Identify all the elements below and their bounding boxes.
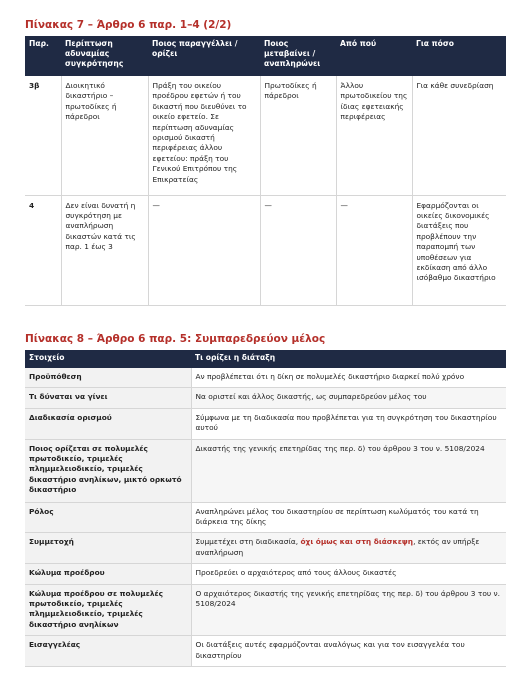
- table-cell: Δεν είναι δυνατή η συγκρότηση με αναπλήρωση δικαστών κατά τις παρ. 1 έως 3: [61, 195, 148, 305]
- table-cell: —: [336, 195, 412, 305]
- col-header-par: Παρ.: [25, 36, 61, 76]
- value-text: Συμμετέχει στη διαδικασία,: [195, 537, 301, 547]
- table-row: [25, 584, 506, 636]
- table7: [25, 36, 506, 306]
- col-header-case: Περίπτωση αδυναμίας συγκρότησης: [61, 36, 148, 76]
- col-header-from: Από πού: [336, 36, 412, 76]
- row-value: Σύμφωνα με τη διαδικασία που προβλέπεται για τη συγκρότηση του δικαστηρίου αυτού: [191, 408, 506, 439]
- row-label: Ρόλος: [25, 502, 191, 533]
- table-cell: Πρωτοδίκες ή πάρεδροι: [260, 76, 336, 195]
- row-value: Να οριστεί και άλλος δικαστής, ως συμπαρεδρεύον μέλος του: [191, 388, 506, 408]
- row-value: Δικαστής της γενικής επετηρίδας της περ. δ) του άρθρου 3 του ν. 5108/2024: [191, 439, 506, 502]
- table-row: [25, 439, 506, 502]
- table-row: [25, 76, 506, 195]
- col-header-who-orders: Ποιος παραγγέλλει / ορίζει: [148, 36, 260, 76]
- table-row: [25, 408, 506, 439]
- row-label: Ποιος ορίζεται σε πολυμελές πρωτοδικείο, τριμελές πλημμελειοδικείο, τριμελές δικαστήριο ανηλίκων, μικτό ορκωτό δικαστήριο: [25, 439, 191, 502]
- col-header-element: Στοιχείο: [25, 350, 191, 368]
- row-value: Οι διατάξεις αυτές εφαρμόζονται αναλόγως και για τον εισαγγελέα του δικαστηρίου: [191, 636, 506, 667]
- value-emphasis: όχι όμως και στη διάσκεψη: [300, 537, 414, 547]
- table8-title: Πίνακας 8 – Άρθρο 6 παρ. 5: Συμπαρεδρεύον μέλος: [25, 333, 326, 345]
- value-text: , εκτός αν υπήρξε αναπλήρωση: [195, 537, 480, 557]
- row-label: Τι δύναται να γίνει: [25, 388, 191, 408]
- row-value: Αν προβλέπεται ότι η δίκη σε πολυμελές δικαστήριο διαρκεί πολύ χρόνο: [191, 368, 506, 388]
- table-cell: —: [260, 195, 336, 305]
- table-cell: —: [148, 195, 260, 305]
- table-row: [25, 388, 506, 408]
- table-cell: Πράξη του οικείου προέδρου εφετών ή του δικαστή που διευθύνει το οικείο εφετείο. Σε περίπτωση αδυναμίας ορισμού δικαστή περιφέρειας άλλου εφετείου: πράξη του Γενικού Επιτρόπου της Επικρατείας: [148, 76, 260, 195]
- row-label: Κώλυμα προέδρου σε πολυμελές πρωτοδικείο, τριμελές πλημμελειοδικείο, τριμελές δικαστήριο ανηλίκων: [25, 584, 191, 636]
- row-label: Προϋπόθεση: [25, 368, 191, 388]
- row-label: Διαδικασία ορισμού: [25, 408, 191, 439]
- row-value: Προεδρεύει ο αρχαιότερος από τους άλλους δικαστές: [191, 564, 506, 584]
- table8-header-row: [25, 350, 506, 368]
- row-label: Κώλυμα προέδρου: [25, 564, 191, 584]
- col-header-provision: Τι ορίζει η διάταξη: [191, 350, 506, 368]
- row-label: Συμμετοχή: [25, 533, 191, 564]
- table-cell: Άλλου πρωτοδικείου της ίδιας εφετειακής περιφέρειας: [336, 76, 412, 195]
- table-row: [25, 502, 506, 533]
- table8: [25, 350, 506, 667]
- row-value: Αναπληρώνει μέλος του δικαστηρίου σε περίπτωση κωλύματός του κατά τη διάρκεια της δίκης: [191, 502, 506, 533]
- table-cell: 4: [25, 195, 61, 305]
- row-label: Εισαγγελέας: [25, 636, 191, 667]
- table-row: [25, 195, 506, 305]
- table-row: [25, 533, 506, 564]
- col-header-duration: Για πόσο: [412, 36, 506, 76]
- table-cell: 3β: [25, 76, 61, 195]
- table-cell: Εφαρμόζονται οι οικείες δικονομικές διατάξεις που προβλέπουν την παραπομπή των υποθέσεων για εκδίκαση από άλλο ισόβαθμο δικαστήριο: [412, 195, 506, 305]
- table-cell: Διοικητικό δικαστήριο – πρωτοδίκες ή πάρεδροι: [61, 76, 148, 195]
- table-row: [25, 636, 506, 667]
- table-cell: Για κάθε συνεδρίαση: [412, 76, 506, 195]
- table-row: [25, 564, 506, 584]
- col-header-who-goes: Ποιος μεταβαίνει / αναπληρώνει: [260, 36, 336, 76]
- row-value: Ο αρχαιότερος δικαστής της γενικής επετηρίδας της περ. δ) του άρθρου 3 του ν. 5108/2024: [191, 584, 506, 636]
- table7-title: Πίνακας 7 – Άρθρο 6 παρ. 1–4 (2/2): [25, 19, 232, 31]
- row-value: [191, 533, 506, 564]
- table-row: [25, 368, 506, 388]
- table7-header-row: [25, 36, 506, 76]
